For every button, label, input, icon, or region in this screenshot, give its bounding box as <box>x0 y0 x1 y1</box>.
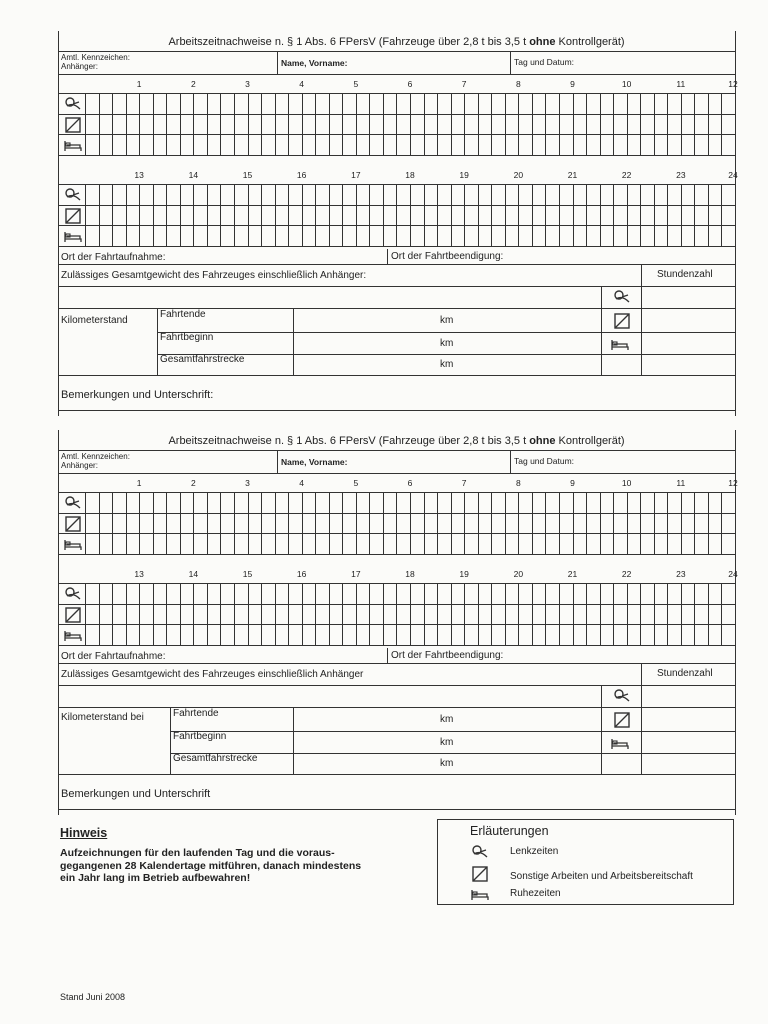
time-slot-row[interactable] <box>86 625 734 645</box>
hour-label: 20 <box>513 170 524 180</box>
crossed-box-icon <box>63 117 83 133</box>
start-place-field[interactable] <box>180 250 385 263</box>
notice-line: gegangenen 28 Kalendertage mitführen, danach mindestens <box>60 859 362 872</box>
form-border <box>58 74 736 75</box>
name-field[interactable] <box>370 52 508 73</box>
km-unit: km <box>440 737 454 748</box>
date-label: Tag und Datum: <box>514 456 575 466</box>
time-slot-row[interactable] <box>86 185 734 205</box>
time-slot-row[interactable] <box>86 226 734 246</box>
form-title-emphasis: ohne <box>529 435 556 447</box>
hour-label: 16 <box>296 170 307 180</box>
hour-label: 23 <box>676 569 686 579</box>
steering-wheel-icon <box>63 586 83 602</box>
drive-hours-field[interactable] <box>643 709 733 729</box>
hour-label: 8 <box>515 79 521 89</box>
rule-line <box>601 731 735 732</box>
field-divider <box>387 648 388 663</box>
remarks-field[interactable] <box>240 776 730 807</box>
form-border <box>58 410 736 411</box>
drive-hours-field[interactable] <box>643 310 733 330</box>
time-slot-row[interactable] <box>86 584 734 604</box>
km-unit: km <box>440 359 454 370</box>
total-distance-km-field[interactable] <box>295 356 425 374</box>
hour-label: 24 <box>728 569 738 579</box>
hour-label: 13 <box>134 170 144 180</box>
steering-wheel-icon <box>612 289 632 305</box>
end-place-label: Ort der Fahrtbeendigung: <box>391 251 504 262</box>
hour-label: 3 <box>245 79 250 89</box>
field-divider <box>641 685 642 774</box>
hour-label: 22 <box>621 170 632 180</box>
crossed-box-icon <box>612 712 632 728</box>
form-title-text: Kontrollgerät) <box>555 36 625 48</box>
steering-wheel-icon <box>63 187 83 203</box>
hour-label: 19 <box>459 569 469 579</box>
start-place-field[interactable] <box>180 649 385 662</box>
form-title-text: Kontrollgerät) <box>555 435 625 447</box>
time-slot-row[interactable] <box>86 534 734 554</box>
bed-icon <box>63 228 83 244</box>
steering-wheel-icon <box>63 495 83 511</box>
bed-icon <box>63 137 83 153</box>
km-unit: km <box>440 338 454 349</box>
hour-label: 23 <box>676 170 686 180</box>
grid-slot-line <box>735 93 736 155</box>
end-place-field[interactable] <box>520 649 733 662</box>
hour-label: 21 <box>567 569 578 579</box>
form-title-emphasis: ohne <box>529 36 556 48</box>
crossed-box-icon <box>63 208 83 224</box>
field-divider <box>601 685 602 774</box>
form-title <box>168 435 624 447</box>
hour-label: 11 <box>676 79 686 89</box>
grid-slot-line <box>735 492 736 554</box>
hour-label: 14 <box>188 170 199 180</box>
plate-label: Amtl. Kennzeichen: <box>61 452 130 461</box>
trip-end-label: Fahrtende <box>160 309 206 320</box>
time-slot-row[interactable] <box>86 605 734 625</box>
hour-label: 4 <box>299 79 305 89</box>
total-distance-label: Gesamtfahrstrecke <box>160 354 245 365</box>
hour-label: 16 <box>296 569 307 579</box>
hour-label: 1 <box>136 79 142 89</box>
trip-start-km-field[interactable] <box>295 733 425 752</box>
footer-date: Stand Juni 2008 <box>60 992 126 1002</box>
form-title-text: Arbeitszeitnachweise n. § 1 Abs. 6 FPersV (Fahrzeuge über 2,8 t bis 3,5 t <box>168 435 530 447</box>
grid-border <box>58 155 736 156</box>
hour-label: 20 <box>513 569 524 579</box>
trip-end-km-field[interactable] <box>295 310 425 330</box>
steering-wheel-icon <box>612 688 632 704</box>
field-divider <box>510 51 511 74</box>
rule-line <box>601 332 735 333</box>
trip-start-km-field[interactable] <box>295 334 425 353</box>
hour-label: 15 <box>242 569 253 579</box>
hour-label: 1 <box>136 478 142 488</box>
crossed-box-icon <box>470 866 490 882</box>
rest-hours-field[interactable] <box>643 755 733 773</box>
date-label: Tag und Datum: <box>514 57 575 67</box>
field-divider <box>641 264 642 286</box>
crossed-box-icon <box>612 313 632 329</box>
form-border <box>58 809 736 810</box>
bed-icon <box>63 536 83 552</box>
plate-label: Amtl. Kennzeichen: <box>61 53 130 62</box>
field-divider <box>601 286 602 375</box>
odometer-label: Kilometerstand bei <box>61 712 144 723</box>
hour-label: 22 <box>621 569 632 579</box>
grid-border <box>58 184 59 247</box>
rule-line <box>601 753 735 754</box>
form-title <box>168 36 624 48</box>
steering-wheel-icon <box>63 96 83 112</box>
trip-end-label: Fahrtende <box>173 708 219 719</box>
legend-item-label: Ruhezeiten <box>510 888 561 899</box>
time-slot-row[interactable] <box>86 135 734 155</box>
grid-slot-line <box>735 583 736 645</box>
form-border <box>58 286 736 287</box>
hour-label: 24 <box>728 170 738 180</box>
hour-label: 18 <box>405 170 415 180</box>
hour-label: 19 <box>459 170 469 180</box>
weight-field[interactable] <box>420 664 639 684</box>
field-divider <box>387 249 388 264</box>
hour-label: 2 <box>190 478 196 488</box>
hour-label: 13 <box>134 569 144 579</box>
crossed-box-icon <box>63 607 83 623</box>
hour-label: 9 <box>570 79 575 89</box>
grid-slot-line <box>735 184 736 246</box>
grid-border <box>58 492 59 555</box>
trip-end-km-field[interactable] <box>295 709 425 729</box>
field-divider <box>157 308 158 375</box>
km-unit: km <box>440 315 454 326</box>
grid-border <box>58 93 59 156</box>
start-place-label: Ort der Fahrtaufnahme: <box>61 252 166 263</box>
hour-label: 4 <box>299 478 305 488</box>
plate-field[interactable] <box>158 52 375 73</box>
time-slot-row[interactable] <box>86 206 734 226</box>
form-title-text: Arbeitszeitnachweise n. § 1 Abs. 6 FPersV (Fahrzeuge über 2,8 t bis 3,5 t <box>168 36 530 48</box>
time-slot-row[interactable] <box>86 94 734 114</box>
remarks-label: Bemerkungen und Unterschrift <box>61 788 211 800</box>
hour-label: 18 <box>405 569 415 579</box>
work-hours-field[interactable] <box>643 334 733 353</box>
notice-heading: Hinweis <box>60 826 108 840</box>
trailer-label: Anhänger: <box>61 461 98 470</box>
field-divider <box>293 707 294 774</box>
legend-title: Erläuterungen <box>470 824 549 838</box>
rest-hours-field[interactable] <box>643 356 733 374</box>
date-field[interactable] <box>600 451 733 472</box>
hour-label: 12 <box>728 478 738 488</box>
hour-label: 7 <box>461 79 467 89</box>
bed-icon <box>610 336 630 352</box>
hour-label: 11 <box>676 478 686 488</box>
field-divider <box>510 450 511 473</box>
hour-label: 6 <box>407 478 413 488</box>
hours-total-label: Stundenzahl <box>657 668 713 679</box>
time-slot-row[interactable] <box>86 493 734 513</box>
grid-border <box>58 583 59 646</box>
grid-border <box>58 554 736 555</box>
trailer-label: Anhänger: <box>61 62 98 71</box>
field-divider <box>293 308 294 375</box>
hour-label: 2 <box>190 79 196 89</box>
km-unit: km <box>440 758 454 769</box>
legend-item-label: Lenkzeiten <box>510 846 559 857</box>
hour-label: 10 <box>621 478 632 488</box>
notice-line: Aufzeichnungen für den laufenden Tag und die voraus- <box>60 847 335 859</box>
hour-label: 7 <box>461 478 467 488</box>
start-place-label: Ort der Fahrtaufnahme: <box>61 651 166 662</box>
hour-label: 6 <box>407 79 413 89</box>
name-label: Name, Vorname: <box>281 457 348 467</box>
hour-label: 17 <box>351 170 361 180</box>
name-field[interactable] <box>370 451 508 472</box>
plate-field[interactable] <box>158 451 375 472</box>
rule-line <box>601 354 735 355</box>
bed-icon <box>63 627 83 643</box>
trip-start-label: Fahrtbeginn <box>160 332 214 343</box>
hour-label: 8 <box>515 478 521 488</box>
form-border <box>58 774 736 775</box>
end-place-field[interactable] <box>520 250 733 263</box>
field-divider <box>170 707 171 774</box>
weight-field[interactable] <box>420 265 639 285</box>
remarks-field[interactable] <box>240 377 730 408</box>
hour-label: 15 <box>242 170 253 180</box>
work-hours-field[interactable] <box>643 733 733 752</box>
rule-line <box>601 707 735 708</box>
hour-label: 10 <box>621 79 632 89</box>
hour-label: 12 <box>728 79 738 89</box>
hour-label: 5 <box>353 79 359 89</box>
form-border <box>58 685 736 686</box>
legend-item-label: Sonstige Arbeiten und Arbeitsbereitschaft <box>510 871 693 882</box>
grid-border <box>58 645 736 646</box>
name-label: Name, Vorname: <box>281 58 348 68</box>
remarks-label: Bemerkungen und Unterschrift: <box>61 389 214 401</box>
trip-start-label: Fahrtbeginn <box>173 731 227 742</box>
steering-wheel-icon <box>470 844 490 860</box>
crossed-box-icon <box>63 516 83 532</box>
field-divider <box>641 286 642 375</box>
odometer-label: Kilometerstand <box>61 315 128 326</box>
time-slot-row[interactable] <box>86 514 734 534</box>
hour-label: 17 <box>351 569 361 579</box>
form-border <box>58 375 736 376</box>
hours-total-label: Stundenzahl <box>657 269 713 280</box>
total-distance-label: Gesamtfahrstrecke <box>173 753 258 764</box>
total-distance-km-field[interactable] <box>295 755 425 773</box>
end-place-label: Ort der Fahrtbeendigung: <box>391 650 504 661</box>
bed-icon <box>610 735 630 751</box>
weight-label: Zulässiges Gesamtgewicht des Fahrzeuges einschließlich Anhänger <box>61 669 364 680</box>
weight-label: Zulässiges Gesamtgewicht des Fahrzeuges einschließlich Anhänger: <box>61 270 367 281</box>
hour-label: 14 <box>188 569 199 579</box>
km-unit: km <box>440 714 454 725</box>
rule-line <box>601 308 735 309</box>
notice-line: ein Jahr lang im Betrieb aufbewahren! <box>60 872 251 884</box>
date-field[interactable] <box>600 52 733 73</box>
grid-border <box>58 246 736 247</box>
time-slot-row[interactable] <box>86 115 734 135</box>
field-divider <box>641 663 642 685</box>
hour-label: 3 <box>245 478 250 488</box>
hour-label: 21 <box>567 170 578 180</box>
hour-label: 9 <box>570 478 575 488</box>
form-border <box>58 473 736 474</box>
bed-icon <box>470 886 490 902</box>
hour-label: 5 <box>353 478 359 488</box>
